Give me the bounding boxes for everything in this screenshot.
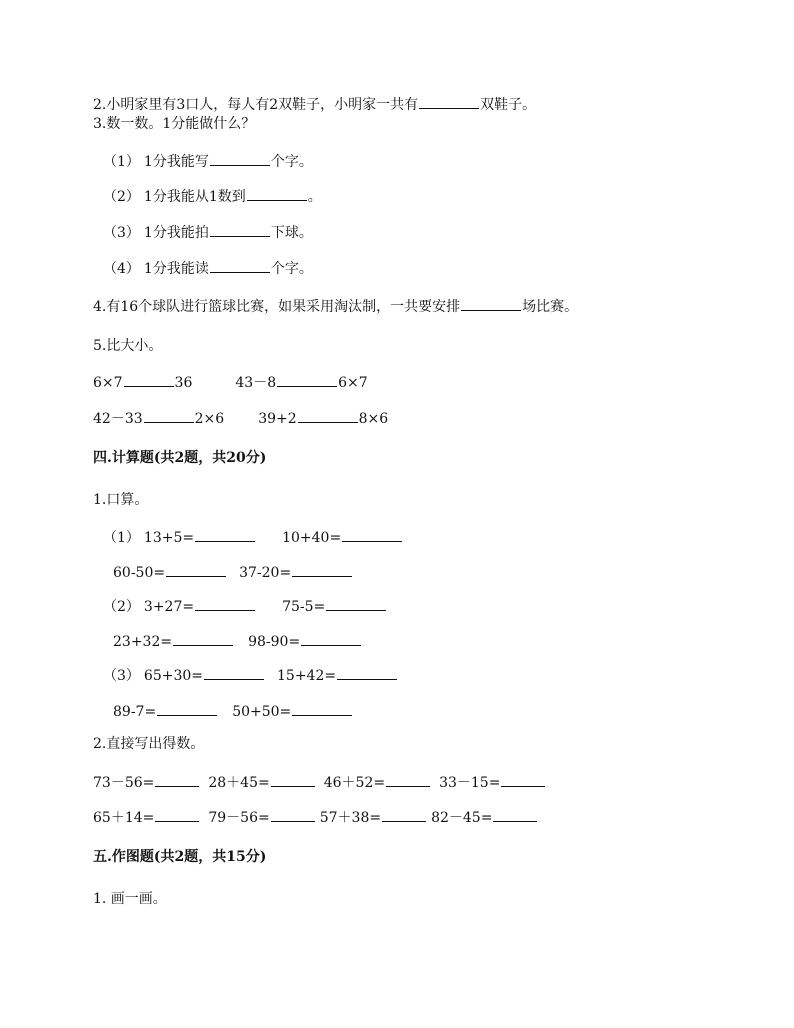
calc-expression: 46＋52= bbox=[323, 775, 386, 791]
item-number: （3） bbox=[103, 668, 140, 684]
answer-blank[interactable] bbox=[195, 527, 255, 542]
answer-blank[interactable] bbox=[292, 701, 352, 716]
calc-expression: 75-5= bbox=[282, 599, 326, 615]
calc-expression: 79－56= bbox=[208, 810, 270, 826]
calc-expression: 13+5= bbox=[143, 530, 195, 546]
item-suffix: 个字。 bbox=[270, 154, 313, 170]
item-suffix: 。 bbox=[307, 189, 322, 205]
answer-blank[interactable] bbox=[195, 596, 255, 611]
compare-row-2 bbox=[93, 408, 388, 428]
answer-blank[interactable] bbox=[382, 807, 426, 822]
calc-expression: 10+40= bbox=[282, 530, 342, 546]
item-text: 1分我能读 bbox=[143, 261, 209, 277]
question-3-item-4 bbox=[103, 258, 313, 278]
item-text: 1分我能拍 bbox=[143, 225, 209, 241]
compare-row-1 bbox=[93, 372, 368, 392]
calc-expression: 65＋14= bbox=[93, 810, 155, 826]
item-number: （3） bbox=[103, 225, 140, 241]
item-number: （4） bbox=[103, 261, 140, 277]
compare-blank[interactable] bbox=[298, 408, 358, 423]
calc-expression: 60-50= bbox=[113, 565, 166, 581]
item-number: （1） bbox=[103, 154, 140, 170]
question-3-title: 3.数一数。1分能做什么？ bbox=[93, 116, 256, 132]
answer-blank[interactable] bbox=[501, 772, 545, 787]
compare-blank[interactable] bbox=[277, 372, 337, 387]
question-4 bbox=[93, 296, 578, 316]
answer-blank[interactable] bbox=[210, 151, 270, 166]
answer-blank[interactable] bbox=[386, 772, 430, 787]
answer-blank[interactable] bbox=[155, 807, 199, 822]
compare-left: 6×7 bbox=[93, 375, 123, 391]
calc-2-row-2 bbox=[93, 807, 538, 827]
answer-blank[interactable] bbox=[210, 222, 270, 237]
calc-expression: 23+32= bbox=[113, 634, 173, 650]
answer-blank[interactable] bbox=[166, 562, 226, 577]
answer-blank[interactable] bbox=[210, 258, 270, 273]
answer-blank[interactable] bbox=[271, 772, 315, 787]
calc-expression: 57＋38= bbox=[319, 810, 382, 826]
calc-expression: 50+50= bbox=[232, 704, 292, 720]
compare-right: 6×7 bbox=[338, 375, 368, 391]
compare-left: 43－8 bbox=[235, 375, 277, 391]
calc-expression: 33－15= bbox=[439, 775, 501, 791]
compare-blank[interactable] bbox=[144, 408, 194, 423]
compare-right: 2×6 bbox=[194, 411, 225, 427]
calc-expression: 89-7= bbox=[113, 704, 157, 720]
answer-blank[interactable] bbox=[292, 562, 352, 577]
calc-group-3-row-1 bbox=[103, 665, 398, 685]
answer-blank[interactable] bbox=[342, 527, 402, 542]
answer-blank[interactable] bbox=[493, 807, 537, 822]
question-4-text: 4.有16个球队进行篮球比赛，如果采用淘汰制，一共要安排 bbox=[93, 299, 461, 315]
calc-expression: 65+30= bbox=[143, 668, 204, 684]
question-2-text: 2.小明家里有3口人，每人有2双鞋子，小明家一共有 bbox=[93, 97, 419, 113]
compare-left: 42－33 bbox=[93, 411, 143, 427]
question-5-title: 5.比大小。 bbox=[93, 338, 163, 354]
calc-1-title: 1.口算。 bbox=[93, 492, 149, 508]
question-2 bbox=[93, 94, 536, 114]
item-number: （2） bbox=[103, 189, 140, 205]
answer-blank[interactable] bbox=[247, 186, 307, 201]
answer-blank[interactable] bbox=[173, 631, 233, 646]
calc-expression: 28＋45= bbox=[208, 775, 270, 791]
calc-expression: 98-90= bbox=[248, 634, 301, 650]
answer-blank[interactable] bbox=[337, 665, 397, 680]
draw-1-title: 1. 画一画。 bbox=[93, 891, 167, 907]
question-3-item-1 bbox=[103, 151, 313, 171]
question-3-item-3 bbox=[103, 222, 313, 242]
calc-group-1-row-2 bbox=[113, 562, 353, 582]
item-suffix: 个字。 bbox=[270, 261, 313, 277]
answer-blank[interactable] bbox=[155, 772, 199, 787]
calc-group-2-row-1 bbox=[103, 596, 387, 616]
answer-blank[interactable] bbox=[301, 631, 361, 646]
calc-group-2-row-2 bbox=[113, 631, 362, 651]
calc-2-row-1 bbox=[93, 772, 546, 792]
compare-blank[interactable] bbox=[124, 372, 174, 387]
answer-blank[interactable] bbox=[419, 94, 479, 109]
question-4-suffix: 场比赛。 bbox=[522, 299, 579, 315]
item-text: 1分我能从1数到 bbox=[143, 189, 246, 205]
section-5-heading: 五.作图题(共2题，共15分) bbox=[93, 849, 267, 865]
calc-expression: 3+27= bbox=[143, 599, 195, 615]
answer-blank[interactable] bbox=[157, 701, 217, 716]
calc-expression: 37-20= bbox=[239, 565, 292, 581]
answer-blank[interactable] bbox=[204, 665, 264, 680]
item-number: （1） bbox=[103, 530, 140, 546]
calc-expression: 82－45= bbox=[431, 810, 493, 826]
answer-blank[interactable] bbox=[461, 296, 521, 311]
answer-blank[interactable] bbox=[326, 596, 386, 611]
compare-right: 36 bbox=[174, 375, 193, 391]
question-2-suffix: 双鞋子。 bbox=[480, 97, 537, 113]
item-suffix: 下球。 bbox=[270, 225, 313, 241]
calc-group-3-row-2 bbox=[113, 701, 353, 721]
item-number: （2） bbox=[103, 599, 140, 615]
item-text: 1分我能写 bbox=[143, 154, 209, 170]
calc-group-1-row-1 bbox=[103, 527, 403, 547]
question-3-item-2 bbox=[103, 186, 322, 206]
compare-right: 8×6 bbox=[358, 411, 389, 427]
answer-blank[interactable] bbox=[271, 807, 315, 822]
calc-expression: 15+42= bbox=[277, 668, 337, 684]
calc-2-title: 2.直接写出得数。 bbox=[93, 736, 205, 752]
calc-expression: 73－56= bbox=[93, 775, 155, 791]
compare-left: 39+2 bbox=[258, 411, 297, 427]
section-4-heading: 四.计算题(共2题，共20分) bbox=[93, 450, 267, 466]
